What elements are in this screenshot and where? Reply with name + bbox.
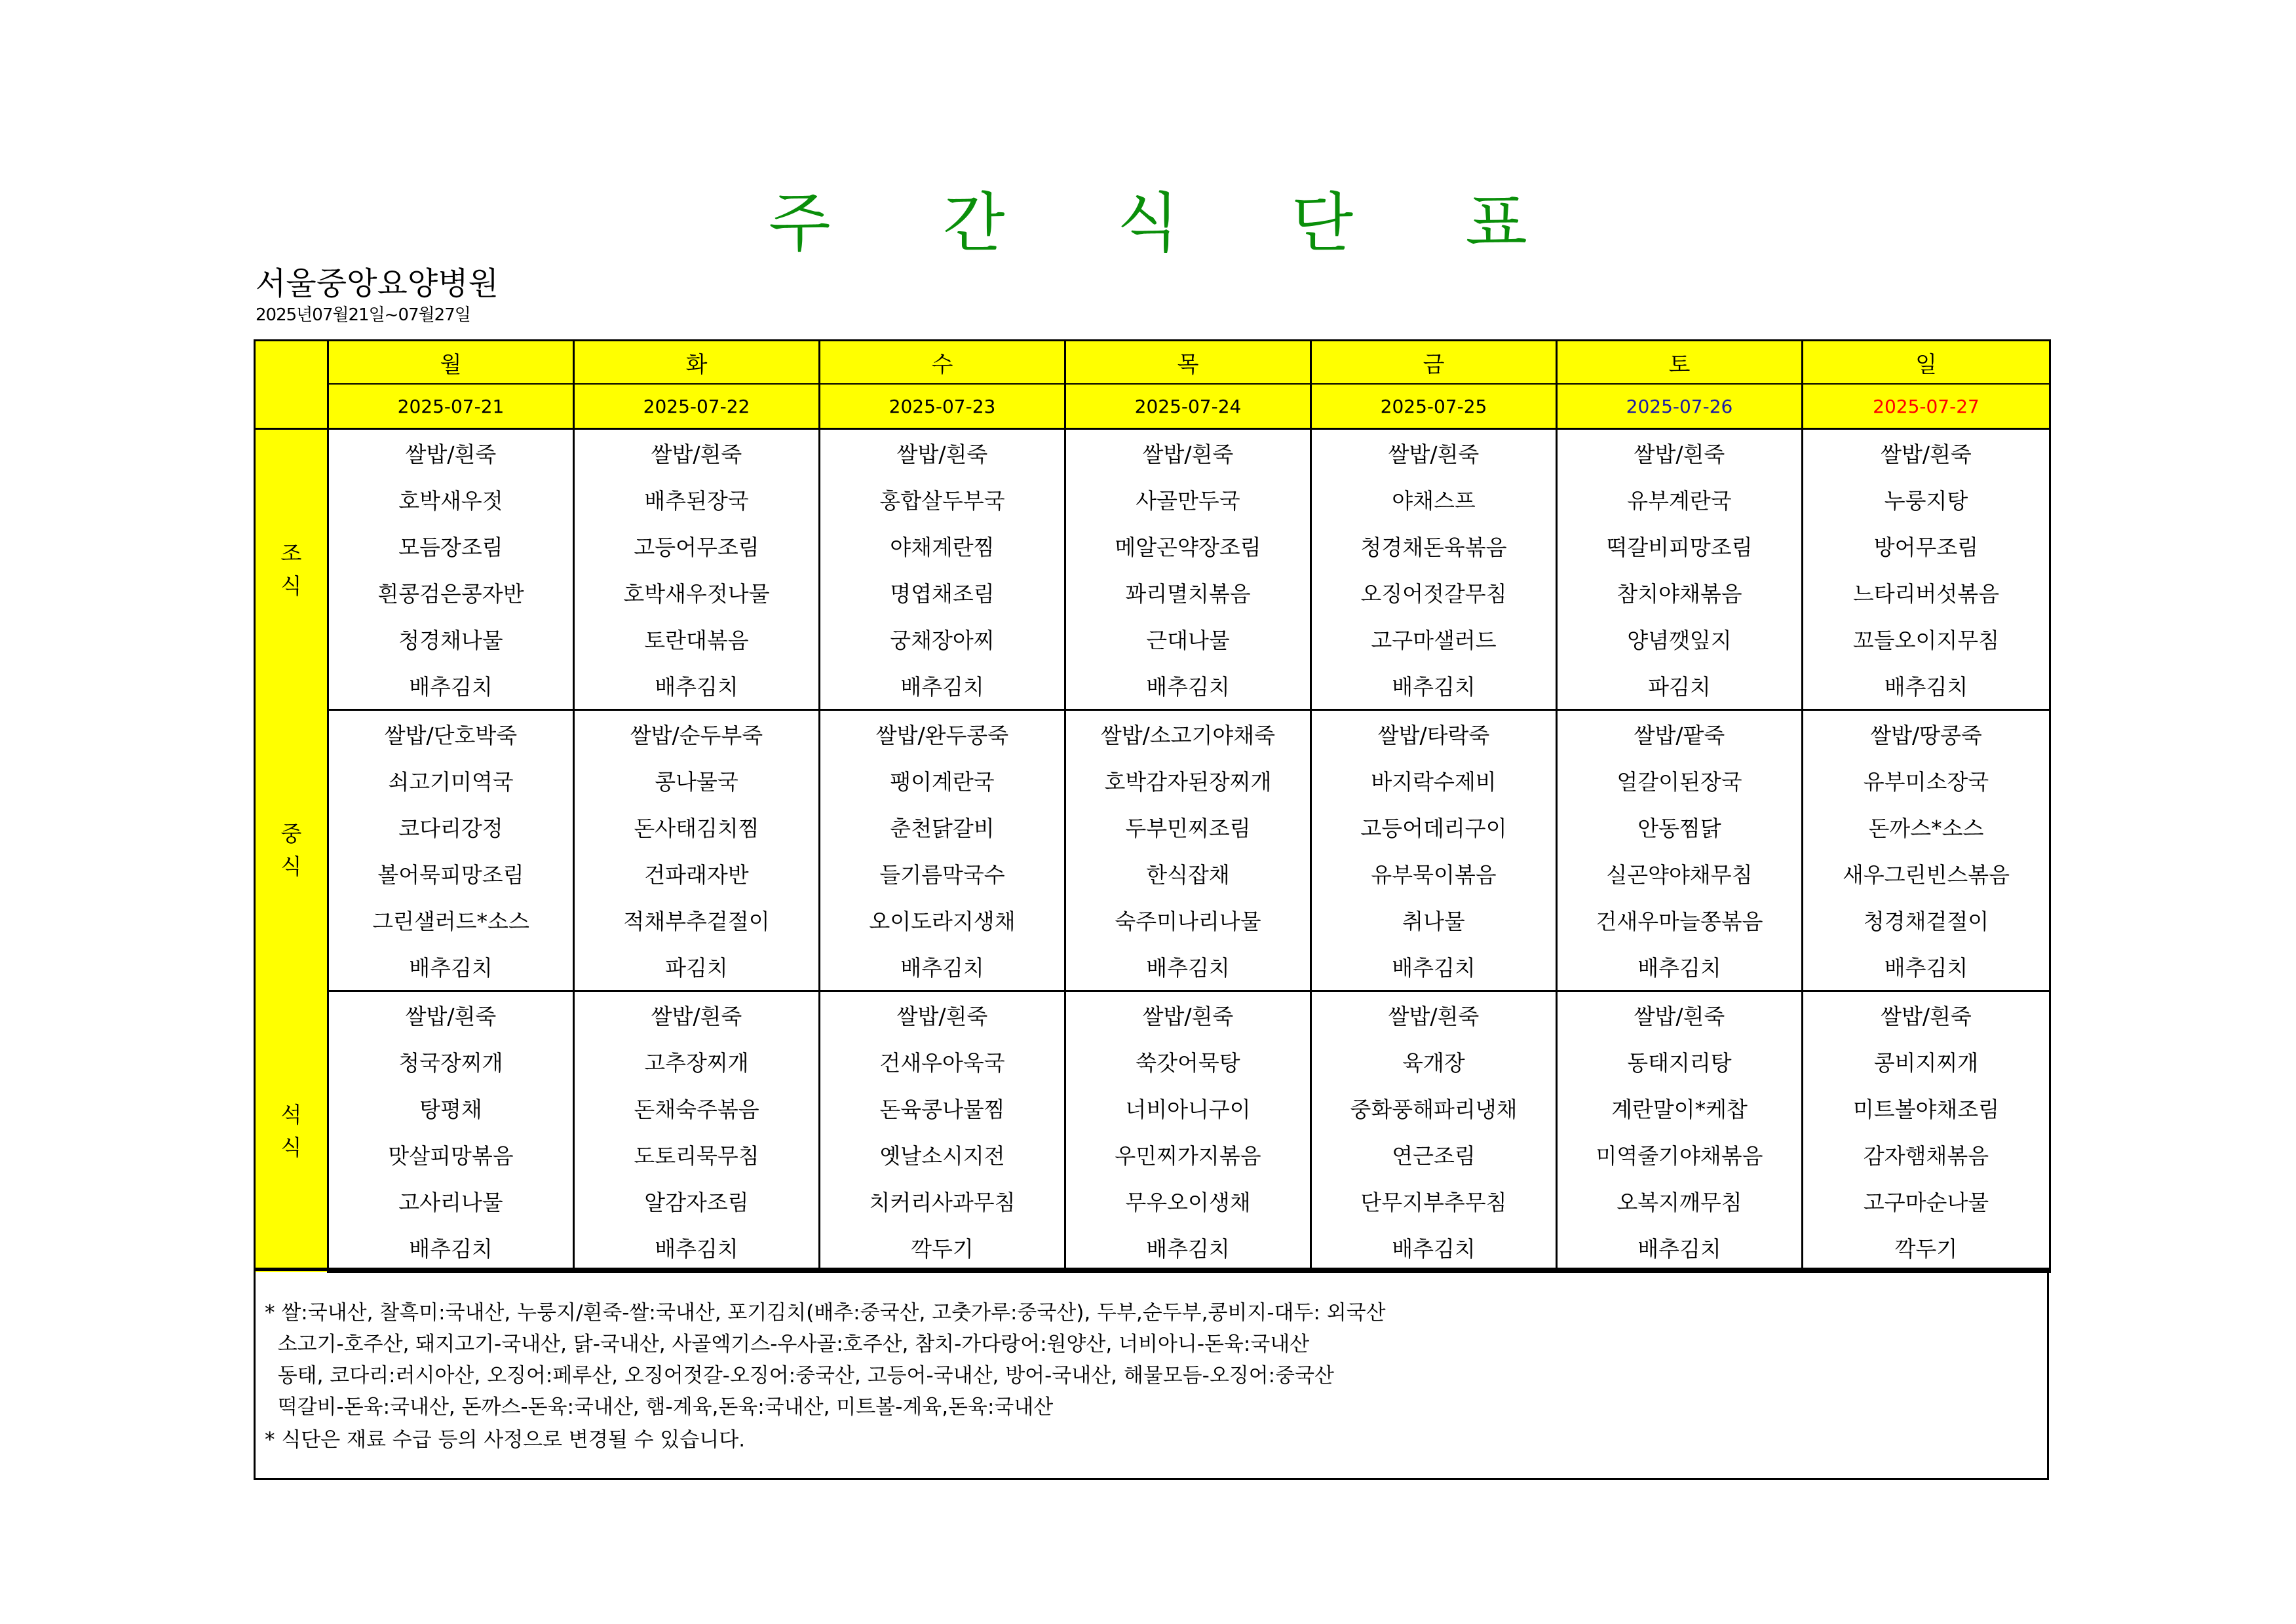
note-line: * 식단은 재료 수급 등의 사정으로 변경될 수 있습니다. [265, 1428, 746, 1452]
menu-item-dinner: 청국장찌개 [328, 1038, 574, 1085]
menu-item-breakfast: 누룽지탕 [1803, 476, 2050, 523]
menu-item-breakfast: 토란대볶음 [574, 616, 820, 662]
menu-item-dinner: 배추김치 [574, 1224, 820, 1272]
menu-item-breakfast: 오징어젓갈무침 [1311, 569, 1557, 616]
menu-item-dinner: 깍두기 [820, 1224, 1065, 1272]
origin-notes [254, 1268, 2049, 1480]
menu-item-breakfast: 배추김치 [820, 662, 1065, 710]
menu-item-breakfast: 쌀밥/흰죽 [1311, 429, 1557, 477]
menu-item-lunch: 콩나물국 [574, 757, 820, 804]
menu-item-dinner: 쌀밥/흰죽 [1311, 991, 1557, 1039]
menu-item-lunch: 유부미소장국 [1803, 757, 2050, 804]
menu-item-lunch: 얼갈이된장국 [1557, 757, 1803, 804]
menu-item-lunch: 배추김치 [1065, 943, 1311, 991]
menu-item-dinner: 콩비지찌개 [1803, 1038, 2050, 1085]
table-row [255, 1178, 2050, 1224]
menu-item-breakfast: 청경채나물 [328, 616, 574, 662]
menu-item-breakfast: 고구마샐러드 [1311, 616, 1557, 662]
menu-item-breakfast: 배추김치 [1311, 662, 1557, 710]
page-title: 주 간 식 단 표 [769, 186, 1573, 261]
day-header: 목 [1065, 341, 1311, 385]
table-row [255, 897, 2050, 943]
menu-item-breakfast: 방어무조림 [1803, 523, 2050, 569]
menu-item-breakfast: 모듬장조림 [328, 523, 574, 569]
menu-item-breakfast: 고등어무조림 [574, 523, 820, 569]
menu-item-breakfast: 꼬들오이지무침 [1803, 616, 2050, 662]
day-header: 금 [1311, 341, 1557, 385]
menu-item-lunch: 배추김치 [1311, 943, 1557, 991]
menu-item-breakfast: 쌀밥/흰죽 [1065, 429, 1311, 477]
menu-item-dinner: 쌀밥/흰죽 [328, 991, 574, 1039]
date-header: 2025-07-23 [820, 384, 1065, 429]
table-row [255, 943, 2050, 991]
menu-item-lunch: 그린샐러드*소스 [328, 897, 574, 943]
menu-item-breakfast: 야채스프 [1311, 476, 1557, 523]
date-header: 2025-07-27 [1803, 384, 2050, 429]
menu-item-dinner: 중화풍해파리냉채 [1311, 1085, 1557, 1131]
menu-item-dinner: 도토리묵무침 [574, 1131, 820, 1178]
menu-item-lunch: 배추김치 [1557, 943, 1803, 991]
menu-item-dinner: 쑥갓어묵탕 [1065, 1038, 1311, 1085]
date-header: 2025-07-24 [1065, 384, 1311, 429]
menu-item-dinner: 고사리나물 [328, 1178, 574, 1224]
table-row [255, 1224, 2050, 1272]
menu-item-breakfast: 꽈리멸치볶음 [1065, 569, 1311, 616]
menu-item-lunch: 쇠고기미역국 [328, 757, 574, 804]
menu-period: 2025년07월21일~07월27일 [256, 305, 470, 325]
date-header: 2025-07-25 [1311, 384, 1557, 429]
menu-item-breakfast: 쌀밥/흰죽 [574, 429, 820, 477]
note-line: 소고기-호주산, 돼지고기-국내산, 닭-국내산, 사골엑기스-우사골:호주산, 참치-가다랑어:원양산, 너비아니-돈육:국내산 [265, 1332, 1310, 1356]
menu-item-lunch: 한식잡채 [1065, 850, 1311, 897]
menu-item-lunch: 춘천닭갈비 [820, 804, 1065, 850]
menu-item-breakfast: 쌀밥/흰죽 [820, 429, 1065, 477]
menu-item-dinner: 고추장찌개 [574, 1038, 820, 1085]
menu-item-lunch: 건새우마늘쫑볶음 [1557, 897, 1803, 943]
menu-item-dinner: 알감자조림 [574, 1178, 820, 1224]
menu-item-breakfast: 야채계란찜 [820, 523, 1065, 569]
menu-item-lunch: 팽이계란국 [820, 757, 1065, 804]
menu-item-lunch: 들기름막국수 [820, 850, 1065, 897]
menu-item-lunch: 배추김치 [328, 943, 574, 991]
menu-item-lunch: 유부묵이볶음 [1311, 850, 1557, 897]
menu-item-dinner: 깍두기 [1803, 1224, 2050, 1272]
note-line: * 쌀:국내산, 찰흑미:국내산, 누룽지/흰죽-쌀:국내산, 포기김치(배추:중국산, 고춧가루:중국산), 두부,순두부,콩비지-대두: 외국산 [265, 1301, 1386, 1325]
menu-item-lunch: 쌀밥/팥죽 [1557, 710, 1803, 758]
menu-item-lunch: 고등어데리구이 [1311, 804, 1557, 850]
menu-item-lunch: 쌀밥/타락죽 [1311, 710, 1557, 758]
day-header-row [255, 341, 2050, 385]
menu-item-lunch: 쌀밥/단호박죽 [328, 710, 574, 758]
menu-item-lunch: 안동찜닭 [1557, 804, 1803, 850]
menu-item-dinner: 옛날소시지전 [820, 1131, 1065, 1178]
menu-item-lunch: 건파래자반 [574, 850, 820, 897]
menu-item-breakfast: 떡갈비피망조림 [1557, 523, 1803, 569]
menu-item-lunch: 오이도라지생채 [820, 897, 1065, 943]
table-row [255, 429, 2050, 477]
menu-item-dinner: 육개장 [1311, 1038, 1557, 1085]
menu-item-dinner: 미트볼야채조림 [1803, 1085, 2050, 1131]
meal-label-char: 식 [280, 854, 302, 879]
menu-item-dinner: 쌀밥/흰죽 [820, 991, 1065, 1039]
menu-item-lunch: 새우그린빈스볶음 [1803, 850, 2050, 897]
menu-item-dinner: 감자햄채볶음 [1803, 1131, 2050, 1178]
menu-item-breakfast: 배추김치 [328, 662, 574, 710]
date-header: 2025-07-26 [1557, 384, 1803, 429]
menu-item-dinner: 쌀밥/흰죽 [1557, 991, 1803, 1039]
table-corner-cell [255, 341, 328, 429]
menu-item-dinner: 돈육콩나물찜 [820, 1085, 1065, 1131]
note-line: 떡갈비-돈육:국내산, 돈까스-돈육:국내산, 햄-계육,돈육:국내산, 미트볼-계육,돈육:국내산 [265, 1395, 1054, 1419]
menu-item-lunch: 호박감자된장찌개 [1065, 757, 1311, 804]
menu-item-dinner: 오복지깨무침 [1557, 1178, 1803, 1224]
meal-label-breakfast [255, 429, 328, 710]
table-row [255, 804, 2050, 850]
menu-item-lunch: 실곤약야채무침 [1557, 850, 1803, 897]
menu-item-lunch: 쌀밥/순두부죽 [574, 710, 820, 758]
menu-item-dinner: 계란말이*케찹 [1557, 1085, 1803, 1131]
menu-item-dinner: 배추김치 [1557, 1224, 1803, 1272]
menu-item-dinner: 단무지부추무침 [1311, 1178, 1557, 1224]
menu-item-lunch: 청경채겉절이 [1803, 897, 2050, 943]
menu-item-dinner: 동태지리탕 [1557, 1038, 1803, 1085]
meal-label-dinner [255, 991, 328, 1272]
date-header: 2025-07-21 [328, 384, 574, 429]
table-row [255, 850, 2050, 897]
menu-item-breakfast: 배추김치 [1803, 662, 2050, 710]
menu-item-lunch: 배추김치 [820, 943, 1065, 991]
menu-item-dinner: 쌀밥/흰죽 [574, 991, 820, 1039]
date-header: 2025-07-22 [574, 384, 820, 429]
menu-item-breakfast: 양념깻잎지 [1557, 616, 1803, 662]
menu-item-lunch: 숙주미나리나물 [1065, 897, 1311, 943]
menu-item-lunch: 취나물 [1311, 897, 1557, 943]
menu-item-breakfast: 명엽채조림 [820, 569, 1065, 616]
menu-item-dinner: 배추김치 [1311, 1224, 1557, 1272]
weekly-menu-table [254, 339, 2051, 1273]
menu-item-breakfast: 배추김치 [574, 662, 820, 710]
menu-item-dinner: 배추김치 [328, 1224, 574, 1272]
menu-item-dinner: 미역줄기야채볶음 [1557, 1131, 1803, 1178]
menu-item-lunch: 파김치 [574, 943, 820, 991]
table-row [255, 523, 2050, 569]
table-row [255, 757, 2050, 804]
menu-item-dinner: 탕평채 [328, 1085, 574, 1131]
day-header: 토 [1557, 341, 1803, 385]
meal-label-char: 식 [280, 573, 302, 599]
menu-item-dinner: 맛살피망볶음 [328, 1131, 574, 1178]
menu-item-lunch: 배추김치 [1803, 943, 2050, 991]
menu-item-breakfast: 근대나물 [1065, 616, 1311, 662]
menu-item-lunch: 볼어묵피망조림 [328, 850, 574, 897]
menu-item-dinner: 배추김치 [1065, 1224, 1311, 1272]
menu-item-dinner: 우민찌가지볶음 [1065, 1131, 1311, 1178]
meal-label-char: 중 [280, 821, 302, 846]
menu-item-lunch: 두부민찌조림 [1065, 804, 1311, 850]
table-row [255, 710, 2050, 758]
day-header: 수 [820, 341, 1065, 385]
menu-item-lunch: 코다리강정 [328, 804, 574, 850]
menu-item-dinner: 고구마순나물 [1803, 1178, 2050, 1224]
menu-item-dinner: 무우오이생채 [1065, 1178, 1311, 1224]
date-header-row [255, 384, 2050, 429]
note-line: 동태, 코다리:러시아산, 오징어:페루산, 오징어젓갈-오징어:중국산, 고등어-국내산, 방어-국내산, 해물모듬-오징어:중국산 [265, 1364, 1334, 1388]
day-header: 월 [328, 341, 574, 385]
menu-item-breakfast: 느타리버섯볶음 [1803, 569, 2050, 616]
meal-label-lunch [255, 710, 328, 991]
menu-item-breakfast: 호박새우젓나물 [574, 569, 820, 616]
day-header: 화 [574, 341, 820, 385]
menu-item-dinner: 건새우아욱국 [820, 1038, 1065, 1085]
hospital-name: 서울중앙요양병원 [256, 265, 499, 302]
table-row [255, 991, 2050, 1039]
table-row [255, 476, 2050, 523]
menu-item-breakfast: 홍합살두부국 [820, 476, 1065, 523]
table-row [255, 662, 2050, 710]
menu-item-breakfast: 메알곤약장조림 [1065, 523, 1311, 569]
table-row [255, 1131, 2050, 1178]
menu-item-dinner: 치커리사과무침 [820, 1178, 1065, 1224]
menu-item-breakfast: 배추김치 [1065, 662, 1311, 710]
table-row [255, 569, 2050, 616]
menu-item-breakfast: 청경채돈육볶음 [1311, 523, 1557, 569]
menu-item-breakfast: 사골만두국 [1065, 476, 1311, 523]
menu-item-breakfast: 궁채장아찌 [820, 616, 1065, 662]
menu-item-breakfast: 파김치 [1557, 662, 1803, 710]
meal-label-char: 식 [280, 1135, 302, 1160]
menu-item-lunch: 적채부추겉절이 [574, 897, 820, 943]
menu-item-lunch: 돈사태김치찜 [574, 804, 820, 850]
menu-item-breakfast: 흰콩검은콩자반 [328, 569, 574, 616]
table-row [255, 616, 2050, 662]
table-row [255, 1085, 2050, 1131]
menu-item-lunch: 바지락수제비 [1311, 757, 1557, 804]
menu-item-breakfast: 쌀밥/흰죽 [1803, 429, 2050, 477]
menu-item-breakfast: 배추된장국 [574, 476, 820, 523]
meal-label-char: 조 [280, 540, 302, 566]
menu-item-breakfast: 참치야채볶음 [1557, 569, 1803, 616]
day-header: 일 [1803, 341, 2050, 385]
menu-item-lunch: 쌀밥/완두콩죽 [820, 710, 1065, 758]
menu-item-lunch: 돈까스*소스 [1803, 804, 2050, 850]
menu-item-breakfast: 호박새우젓 [328, 476, 574, 523]
menu-item-lunch: 쌀밥/소고기야채죽 [1065, 710, 1311, 758]
menu-item-dinner: 쌀밥/흰죽 [1065, 991, 1311, 1039]
menu-item-breakfast: 쌀밥/흰죽 [1557, 429, 1803, 477]
meal-label-char: 석 [280, 1102, 302, 1127]
table-row [255, 1038, 2050, 1085]
menu-item-dinner: 너비아니구이 [1065, 1085, 1311, 1131]
menu-item-dinner: 연근조림 [1311, 1131, 1557, 1178]
menu-item-lunch: 쌀밥/땅콩죽 [1803, 710, 2050, 758]
menu-item-breakfast: 쌀밥/흰죽 [328, 429, 574, 477]
menu-item-breakfast: 유부계란국 [1557, 476, 1803, 523]
menu-item-dinner: 쌀밥/흰죽 [1803, 991, 2050, 1039]
menu-item-dinner: 돈채숙주볶음 [574, 1085, 820, 1131]
